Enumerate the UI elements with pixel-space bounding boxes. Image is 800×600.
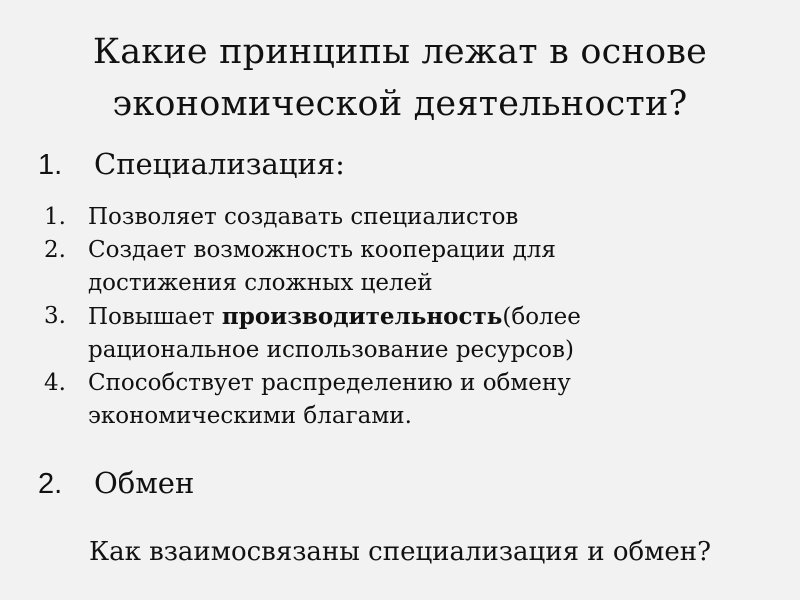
principle-exchange <box>38 465 194 502</box>
list-item-text-line-1: Создает возможность кооперации для <box>88 237 556 263</box>
list-item-text: Позволяет создавать специалистов <box>88 204 519 230</box>
list-item-number: 4. <box>44 370 66 396</box>
list-item-text-line-1: Способствует распределению и обмену <box>88 370 571 396</box>
slide-title <box>0 26 800 130</box>
list-item-text-line-2: экономическими благами. <box>88 403 412 429</box>
list-item-prefix: Повышает <box>88 304 222 330</box>
list-item-text-line-2: достижения сложных целей <box>88 270 433 296</box>
list-item-suffix: (более <box>502 304 581 330</box>
discussion-question: Как взаимосвязаны специализация и обмен? <box>88 537 712 567</box>
list-item-text-line-1 <box>88 300 784 334</box>
principle-label: Специализация: <box>94 147 345 181</box>
list-item-number: 1. <box>44 204 66 230</box>
principle-label: Обмен <box>94 466 195 500</box>
list-item <box>44 234 784 300</box>
title-line-2: экономической деятельности? <box>112 84 688 124</box>
title-line-1: Какие принципы лежат в основе <box>92 32 708 72</box>
list-item-text-line-2: рациональное использование ресурсов) <box>88 337 574 363</box>
principle-number: 2. <box>38 468 63 500</box>
list-item-number: 2. <box>44 237 66 263</box>
list-item-bold-term: производительность <box>221 303 503 330</box>
list-item-number: 3. <box>44 303 66 329</box>
principle-number: 1. <box>38 149 63 181</box>
list-item <box>44 367 784 433</box>
specialization-benefits-list <box>44 201 784 433</box>
list-item <box>44 201 784 234</box>
list-item <box>44 300 784 367</box>
principle-specialization <box>38 146 345 183</box>
